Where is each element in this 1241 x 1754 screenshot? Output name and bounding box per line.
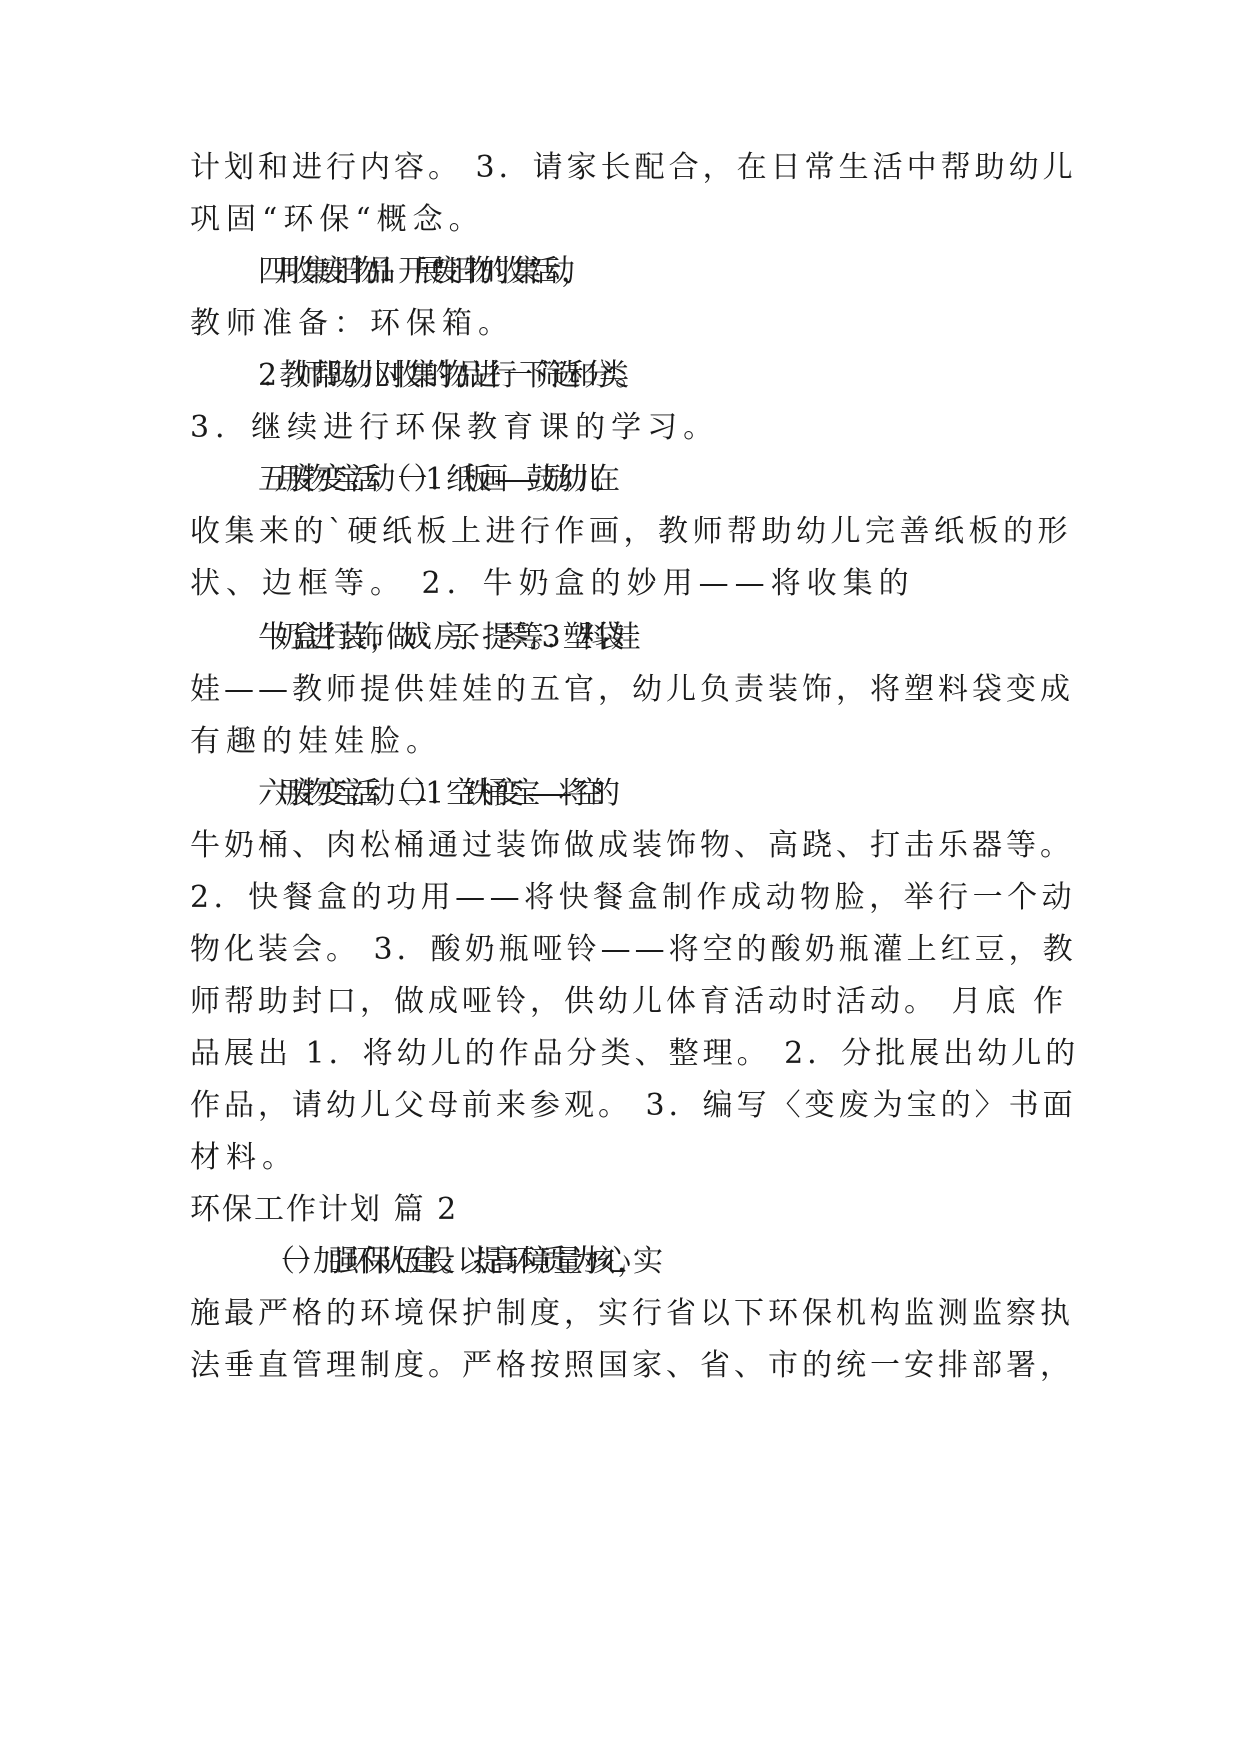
text-line: 2．快餐盒的功用——将快餐盒制作成动物脸，举行一个动 [190,880,1077,915]
text-line: 娃——教师提供娃娃的五官，幼儿负责装饰，将塑料袋变成 [190,672,1074,707]
text-line: 施最严格的环境保护制度，实行省以下环保机构监测监察执 [190,1296,1074,1331]
section-heading: 环保工作计划 篇 2 [190,1192,459,1227]
text-line: 牛奶盒进行装饰，做成：房子、提琴等。 3．塑料袋娃 [258,620,627,655]
text-line: 收集来的`硬纸板上进行作画，教师帮助幼儿完善纸板的形 [190,514,1072,549]
text-line: 3．继续进行环保教育课的学习。 [190,410,720,445]
text-line: 六月 废物变宝活动（二） 1．空铁桶变宝——将空的 [258,776,607,811]
text-line: 品展出 1．将幼儿的作品分类、整理。 2．分批展出幼儿的 [190,1036,1080,1071]
text-line: 四月 收集废旧物品 1．开展“废旧物的收集”活动， [258,254,577,289]
text-line: 作品，请幼儿父母前来参观。 3．编写〈变废为宝的〉书面 [190,1088,1077,1123]
text-line: 教师准备：环保箱。 [190,306,514,341]
text-line: 师帮助封口，做成哑铃，供幼儿体育活动时活动。 月底 作 [190,984,1068,1019]
text-line: 材料。 [190,1140,298,1175]
text-line: 计划和进行内容。 3．请家长配合，在日常生活中帮助幼儿 [190,150,1077,185]
text-line: 五月 废物变宝活动（一） 1．纸板画——鼓励幼儿在 [258,462,607,497]
text-line: 巩固“环保“概念。 [190,202,485,237]
text-line: 牛奶桶、肉松桶通过装饰做成装饰物、高跷、打击乐器等。 [190,828,1074,863]
text-line: 有趣的娃娃脸。 [190,724,442,759]
text-line: 状、边框等。 2．牛奶盒的妙用——将收集的 [190,566,915,601]
text-line: 2．教师帮助幼儿对收集的物品进行一下筛选和分类。 [258,358,632,393]
text-line: 物化装会。 3．酸奶瓶哑铃——将空的酸奶瓶灌上红豆，教 [190,932,1077,967]
text-line: 法垂直管理制度。严格按照国家、省、市的统一安排部署， [190,1348,1074,1383]
text-line: （一）加强环保队伍建设。以提高环境质量为核心，实 [265,1244,649,1279]
